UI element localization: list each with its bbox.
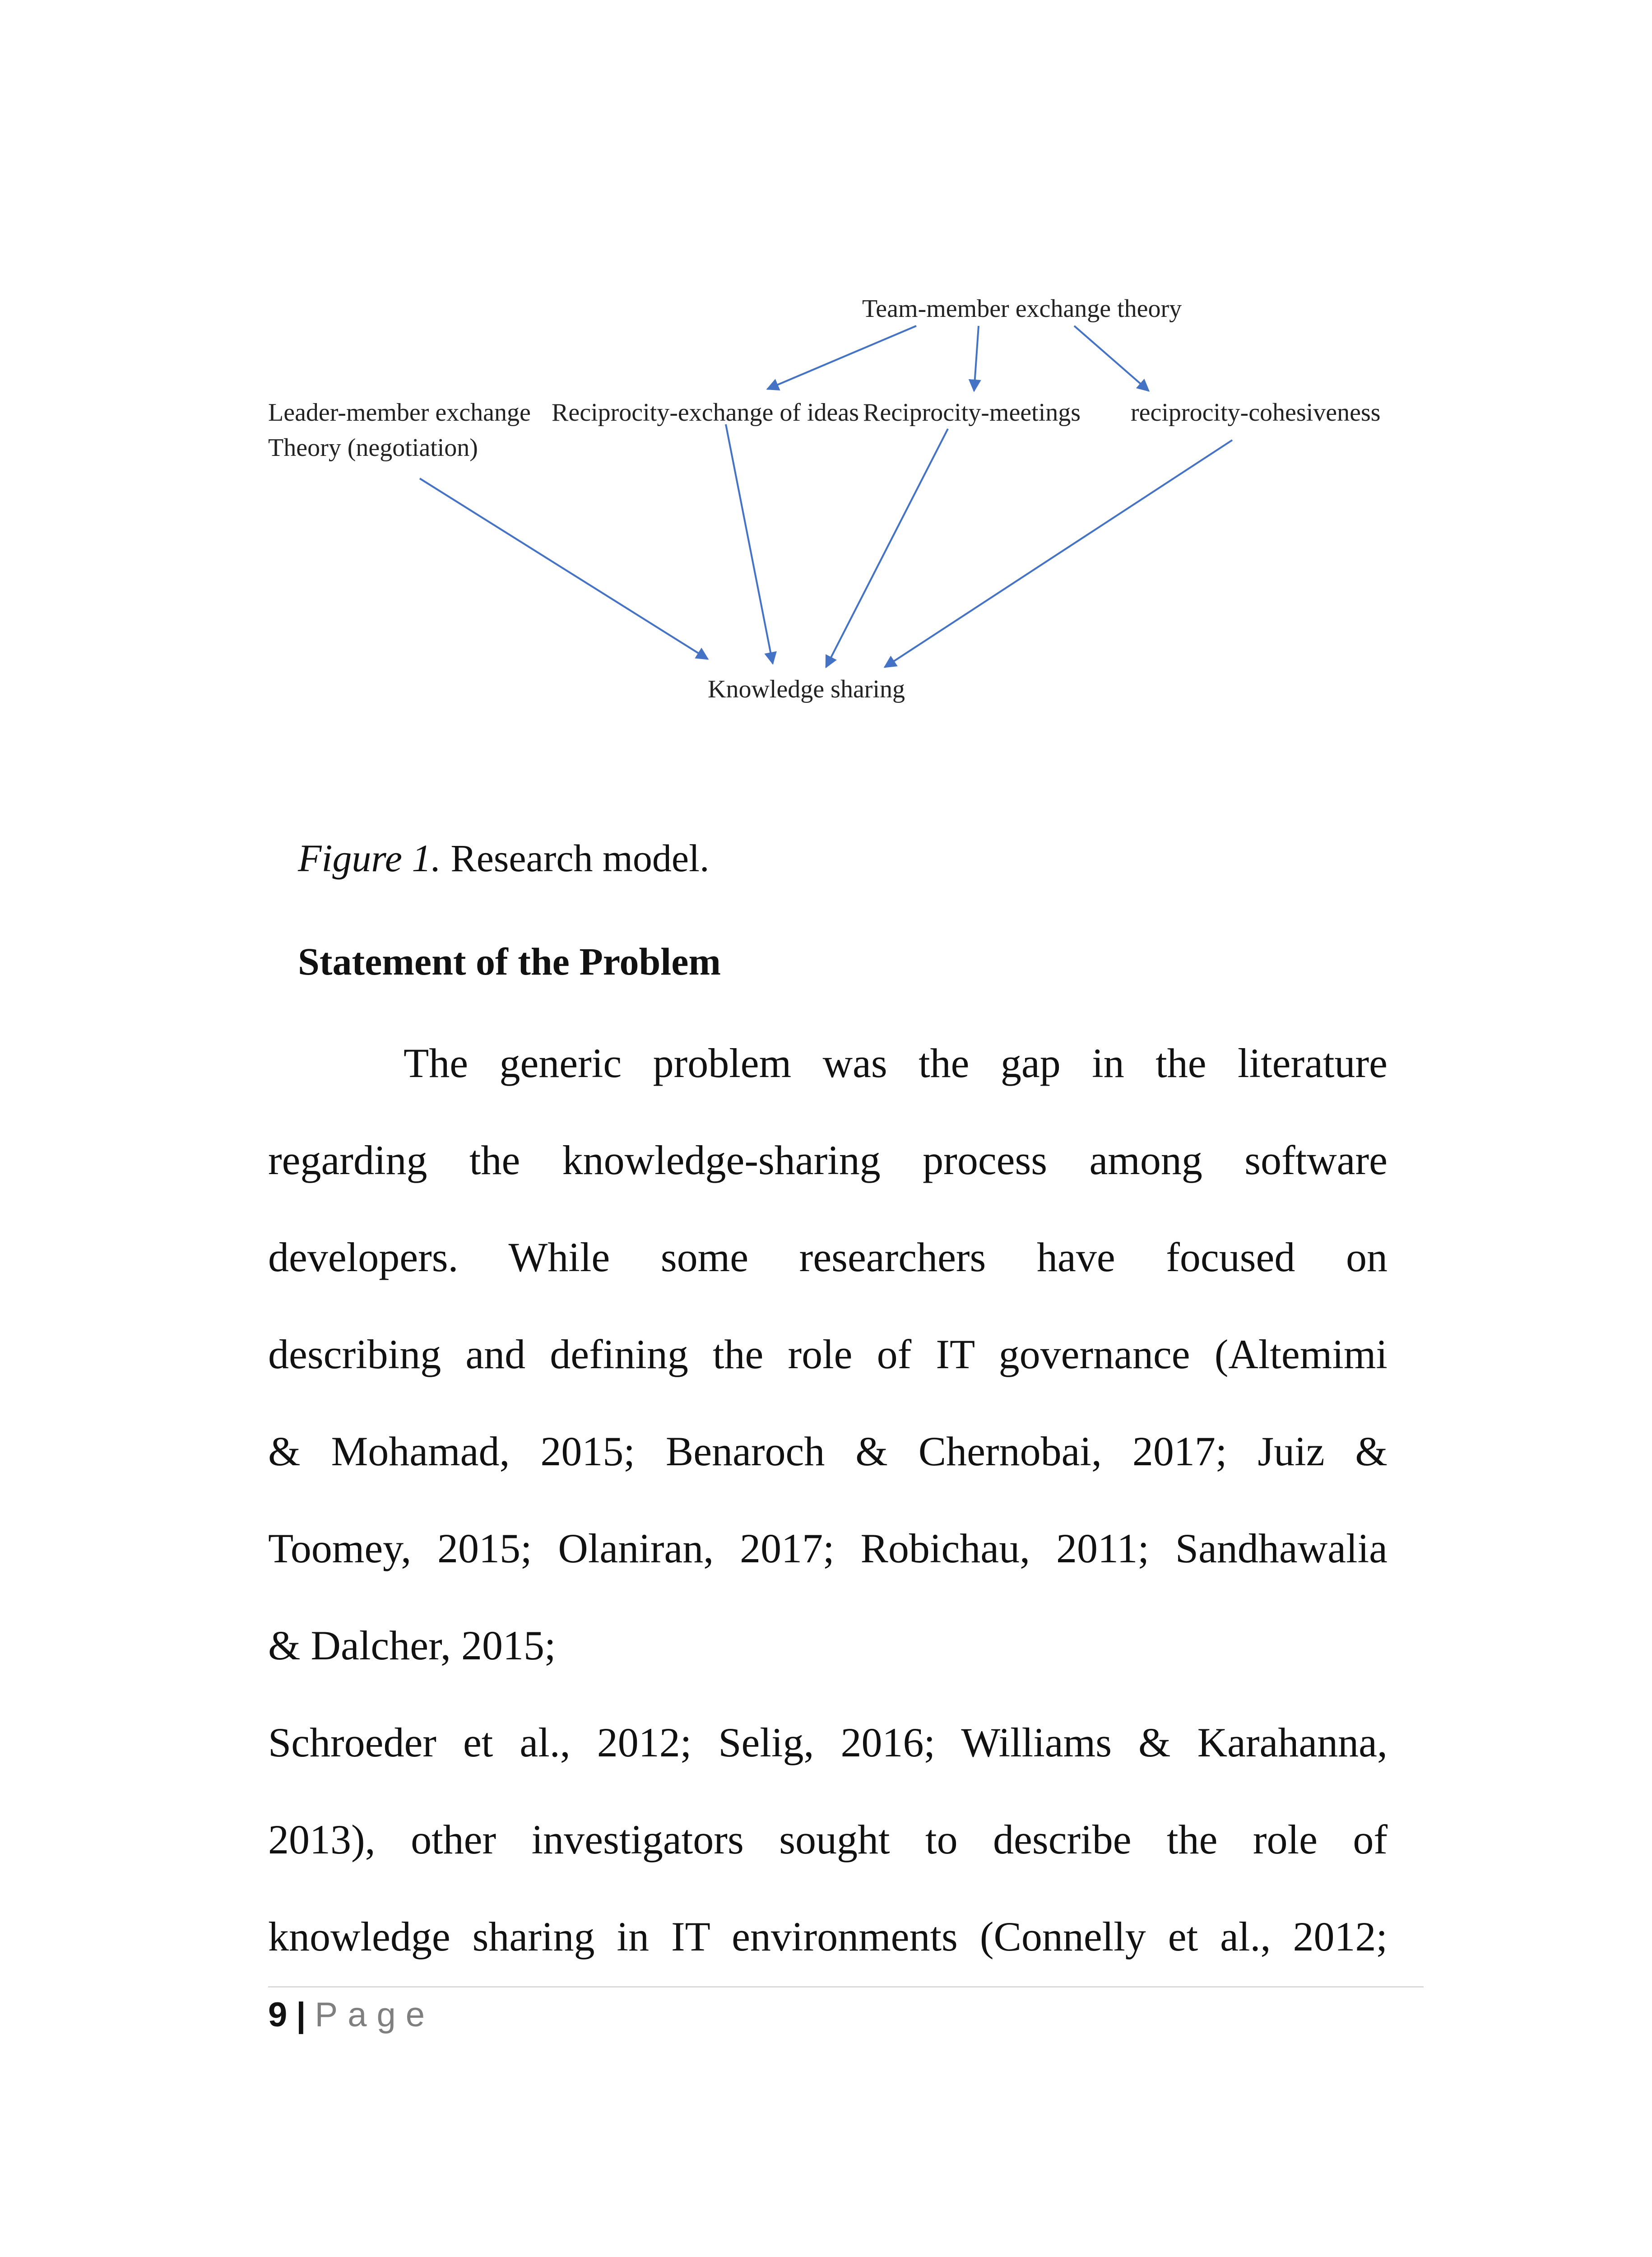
footer-separator: |: [296, 1996, 306, 2034]
node-reciprocity-meetings: Reciprocity-meetings: [863, 399, 1081, 427]
node-leader-member-exchange-line2: Theory (negotiation): [268, 434, 478, 462]
body-line: & Mohamad, 2015; Benaroch & Chernobai, 2017; Juiz &: [268, 1428, 1387, 1474]
edge-lmx-to-knowledge: [420, 478, 708, 659]
edge-meetings-to-knowledge: [826, 429, 948, 667]
node-reciprocity-ideas: Reciprocity-exchange of ideas: [552, 399, 859, 427]
body-line: knowledge sharing in IT environments (Connelly et al., 2012;: [268, 1913, 1387, 1960]
research-model-diagram: [0, 0, 1652, 767]
body-line: 2013), other investigators sought to describe the role of: [268, 1816, 1387, 1862]
page-number: 9: [268, 1996, 288, 2034]
page-footer: [268, 1995, 435, 2034]
page-label: Page: [315, 1996, 435, 2034]
figure-label: Figure 1.: [298, 836, 441, 880]
node-knowledge-sharing: Knowledge sharing: [708, 675, 905, 703]
edge-tmx-to-meetings: [974, 326, 979, 391]
body-line: describing and defining the role of IT governance (Altemimi: [268, 1331, 1387, 1377]
body-line: regarding the knowledge-sharing process among software: [268, 1137, 1387, 1183]
figure-caption-text: Research model.: [441, 836, 710, 880]
body-line: The generic problem was the gap in the literature: [404, 1040, 1387, 1086]
node-team-member-exchange: Team-member exchange theory: [862, 295, 1182, 323]
body-line: Toomey, 2015; Olaniran, 2017; Robichau, 2011; Sandhawalia: [268, 1525, 1387, 1571]
node-reciprocity-cohesiveness: reciprocity-cohesiveness: [1131, 399, 1381, 427]
body-line: & Dalcher, 2015;: [268, 1622, 556, 1668]
footer-divider: [268, 1986, 1424, 1988]
body-line: Schroeder et al., 2012; Selig, 2016; Williams & Karahanna,: [268, 1719, 1387, 1765]
edge-tmx-to-cohesiveness: [1074, 326, 1149, 391]
body-line: developers. While some researchers have focused on: [268, 1234, 1387, 1280]
edge-tmx-to-ideas: [767, 326, 916, 389]
edge-ideas-to-knowledge: [726, 424, 773, 664]
figure-caption: [298, 835, 709, 882]
edge-cohesiveness-to-knowledge: [885, 440, 1232, 667]
section-heading: Statement of the Problem: [298, 940, 721, 983]
node-leader-member-exchange-line1: Leader-member exchange: [268, 399, 531, 427]
